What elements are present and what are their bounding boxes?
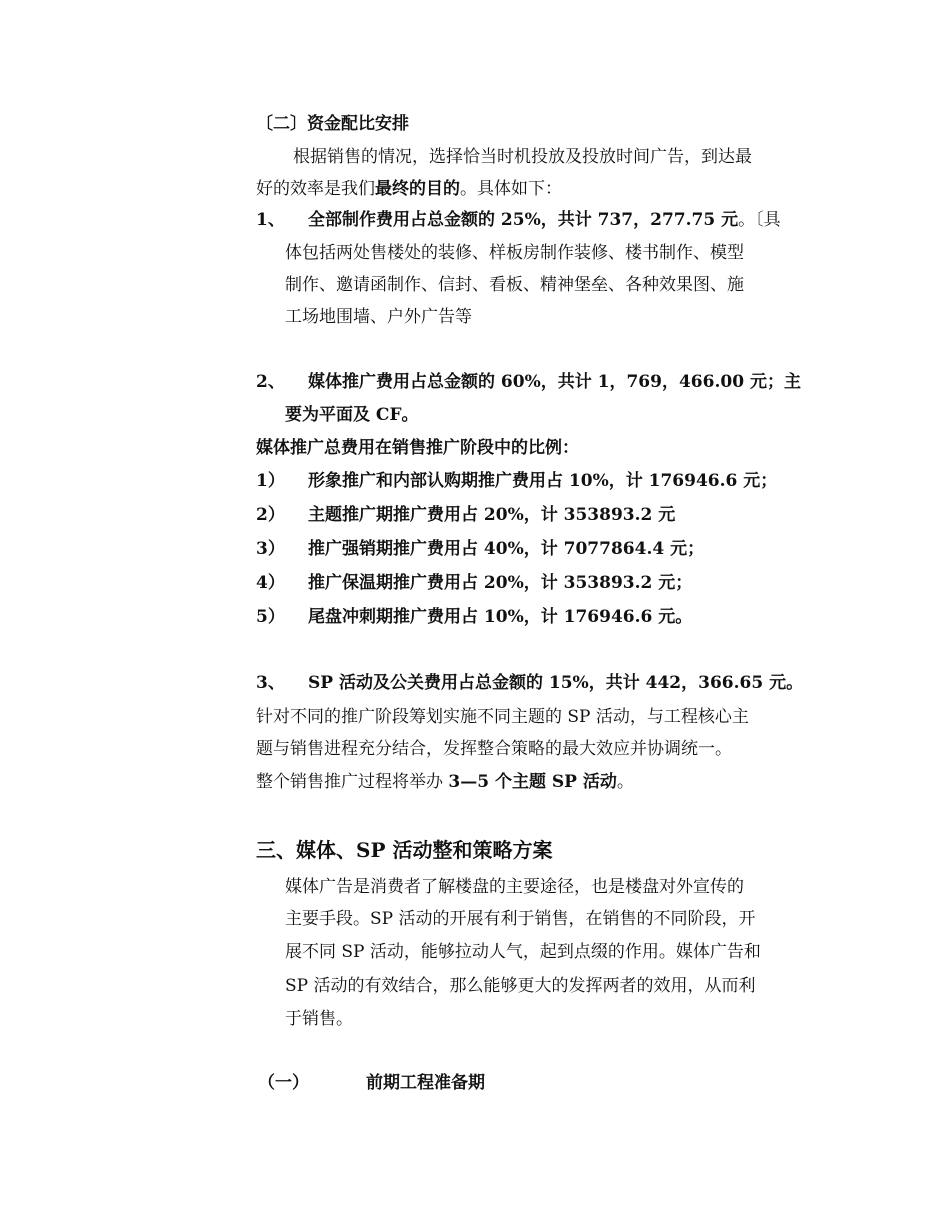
ratio-number: 5） [256,607,285,627]
item-3-para-bold: 3—5 个主题 SP 活动 [448,772,617,792]
item-3-para-text: 整个销售推广过程将举办 [256,772,449,792]
ratio-title: 媒体推广总费用在销售推广阶段中的比例： [256,438,579,458]
subsection-text: 前期工程准备期 [366,1073,485,1093]
item-3-para-end: 。 [616,772,634,792]
ratio-text: 推广保温期推广费用占 20%，计 353893.2 元； [308,573,693,593]
item-1-line-4: 工场地围墙、户外广告等 [285,307,472,327]
subsection-1-title [258,1072,485,1094]
item-3-para-3 [256,771,634,793]
item-2-bold: 媒体推广费用占总金额的 60%，共计 1，769，466.00 元；主 [308,372,801,392]
ratio-text: 形象推广和内部认购期推广费用占 10%，计 176946.6 元； [308,471,778,491]
ratio-text: 推广强销期推广费用占 40%，计 7077864.4 元； [308,539,705,559]
ratio-item [256,606,692,628]
intro-line-2 [256,178,562,200]
intro-line-1: 根据销售的情况，选择恰当时机投放及投放时间广告，到达最 [293,147,752,167]
ratio-number: 3） [256,539,285,559]
ratio-number: 4） [256,573,285,593]
intro-text: 好的效率是我们 [256,179,375,199]
item-2-line-1 [256,371,801,393]
section-2-title: 〔二〕资金配比安排 [256,114,409,134]
item-1-number: 1、 [256,210,285,230]
ratio-number: 1） [256,471,285,491]
item-1-line-1 [256,209,781,231]
ratio-item [256,538,704,560]
intro-text-end: 。具体如下： [460,179,562,199]
ratio-item [256,470,777,492]
ratio-text: 主题推广期推广费用占 20%，计 353893.2 元 [308,505,676,525]
item-3-line-1 [256,672,803,694]
item-3-bold: SP 活动及公关费用占总金额的 15%，共计 442，366.65 元。 [308,673,804,693]
ratio-item [256,504,675,526]
section-3-para-line: 主要手段。SP 活动的开展有利于销售，在销售的不同阶段，开 [285,909,756,929]
section-3-para-line: 媒体广告是消费者了解楼盘的主要途径，也是楼盘对外宣传的 [285,877,744,897]
section-3-para-line: 于销售。 [285,1009,353,1029]
intro-bold: 最终的目的 [375,179,460,199]
ratio-item [256,572,692,594]
item-1-line-3: 制作、邀请函制作、信封、看板、精神堡垒、各种效果图、施 [285,275,744,295]
item-1-rest: 。〔具 [738,210,781,230]
item-1-bold: 全部制作费用占总金额的 25%，共计 737，277.75 元 [308,210,739,230]
item-3-para-2: 题与销售进程充分结合，发挥整合策略的最大效应并协调统一。 [256,739,732,759]
item-1-line-2: 体包括两处售楼处的装修、样板房制作装修、楼书制作、模型 [285,243,744,263]
item-2-number: 2、 [256,372,285,392]
item-3-number: 3、 [256,673,285,693]
section-3-para-line: SP 活动的有效结合，那么能够更大的发挥两者的效用，从而利 [285,976,756,996]
ratio-text: 尾盘冲刺期推广费用占 10%，计 176946.6 元。 [308,607,693,627]
item-3-para-1: 针对不同的推广阶段筹划实施不同主题的 SP 活动，与工程核心主 [256,707,749,727]
ratio-number: 2） [256,505,285,525]
subsection-number: （一） [258,1073,309,1093]
item-2-line-2: 要为平面及 CF。 [285,405,419,425]
section-3-para-line: 展不同 SP 活动，能够拉动人气，起到点缀的作用。媒体广告和 [285,942,761,962]
section-3-title: 三、媒体、SP 活动整和策略方案 [256,838,553,862]
